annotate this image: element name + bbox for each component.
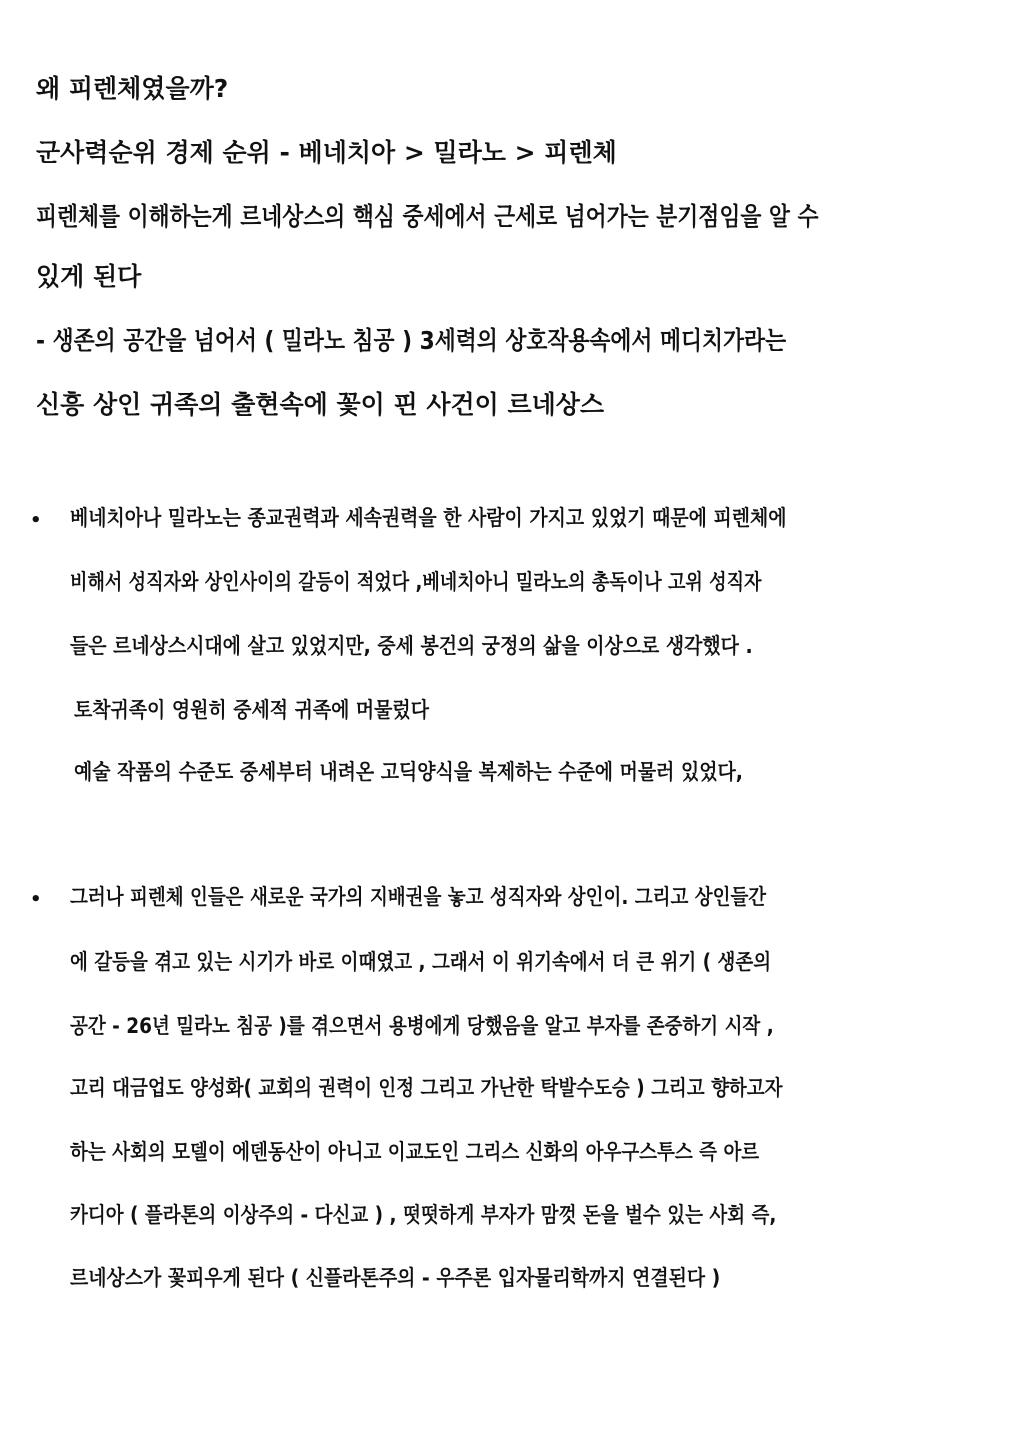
intro-ranking: 군사력순위 경제 순위 - 베네치아 > 밀라노 > 피렌체 — [36, 138, 617, 167]
bullet-marker-2: • — [30, 889, 42, 910]
bullet-1-line-3: 들은 르네상스시대에 살고 있었지만, 중세 봉건의 궁정의 삶을 이상으로 생각했다 . — [70, 634, 753, 658]
bullet-2-line-7: 르네상스가 꽃피우게 된다 ( 신플라톤주의 - 우주론 입자물리학까지 연결된다 ) — [70, 1266, 721, 1290]
bullet-2-line-3: 공간 - 26년 밀라노 침공 )를 겪으면서 용병에게 당했음을 알고 부자를 존중하기 시작 , — [70, 1014, 774, 1038]
bullet-1-line-1: 베네치아나 밀라노는 종교권력과 세속권력을 한 사람이 가지고 있었기 때문에 피렌체에 — [70, 506, 787, 530]
bullet-1-line-5: 예술 작품의 수준도 중세부터 내려온 고딕양식을 복제하는 수준에 머물러 있었다, — [74, 760, 743, 784]
intro-line-6: 신흥 상인 귀족의 출현속에 꽃이 핀 사건이 르네상스 — [36, 390, 605, 419]
bullet-2-line-1: 그러나 피렌체 인들은 새로운 국가의 지배권을 놓고 성직자와 상인이. 그리고 상인들간 — [70, 885, 767, 909]
bullet-2-line-6: 카디아 ( 플라톤의 이상주의 - 다신교 ) , 떳떳하게 부자가 맘껏 돈을 벌수 있는 사회 즉, — [70, 1203, 777, 1227]
bullet-2-line-5: 하는 사회의 모델이 에덴동산이 아니고 이교도인 그리스 신화의 아우구스투스 즉 아르 — [70, 1140, 760, 1164]
intro-line-3: 피렌체를 이해하는게 르네상스의 핵심 중세에서 근세로 넘어가는 분기점임을 알 수 — [36, 202, 819, 231]
intro-question: 왜 피렌체였을까? — [36, 74, 229, 103]
bullet-2-line-4: 고리 대금업도 양성화( 교회의 권력이 인정 그리고 가난한 탁발수도승 ) 그리고 향하고자 — [70, 1076, 783, 1100]
intro-line-4: 있게 된다 — [36, 262, 142, 291]
bullet-2-line-2: 에 갈등을 겪고 있는 시기가 바로 이때였고 , 그래서 이 위기속에서 더 큰 위기 ( 생존의 — [70, 950, 772, 974]
intro-line-5: - 생존의 공간을 넘어서 ( 밀라노 침공 ) 3세력의 상호작용속에서 메디치가라는 — [36, 326, 787, 355]
bullet-marker-1: • — [30, 510, 42, 531]
bullet-1-line-2: 비해서 성직자와 상인사이의 갈등이 적었다 ,베네치아니 밀라노의 총독이나 고위 성직자 — [70, 570, 762, 594]
bullet-1-line-4: 토착귀족이 영원히 중세적 귀족에 머물렀다 — [74, 698, 429, 722]
